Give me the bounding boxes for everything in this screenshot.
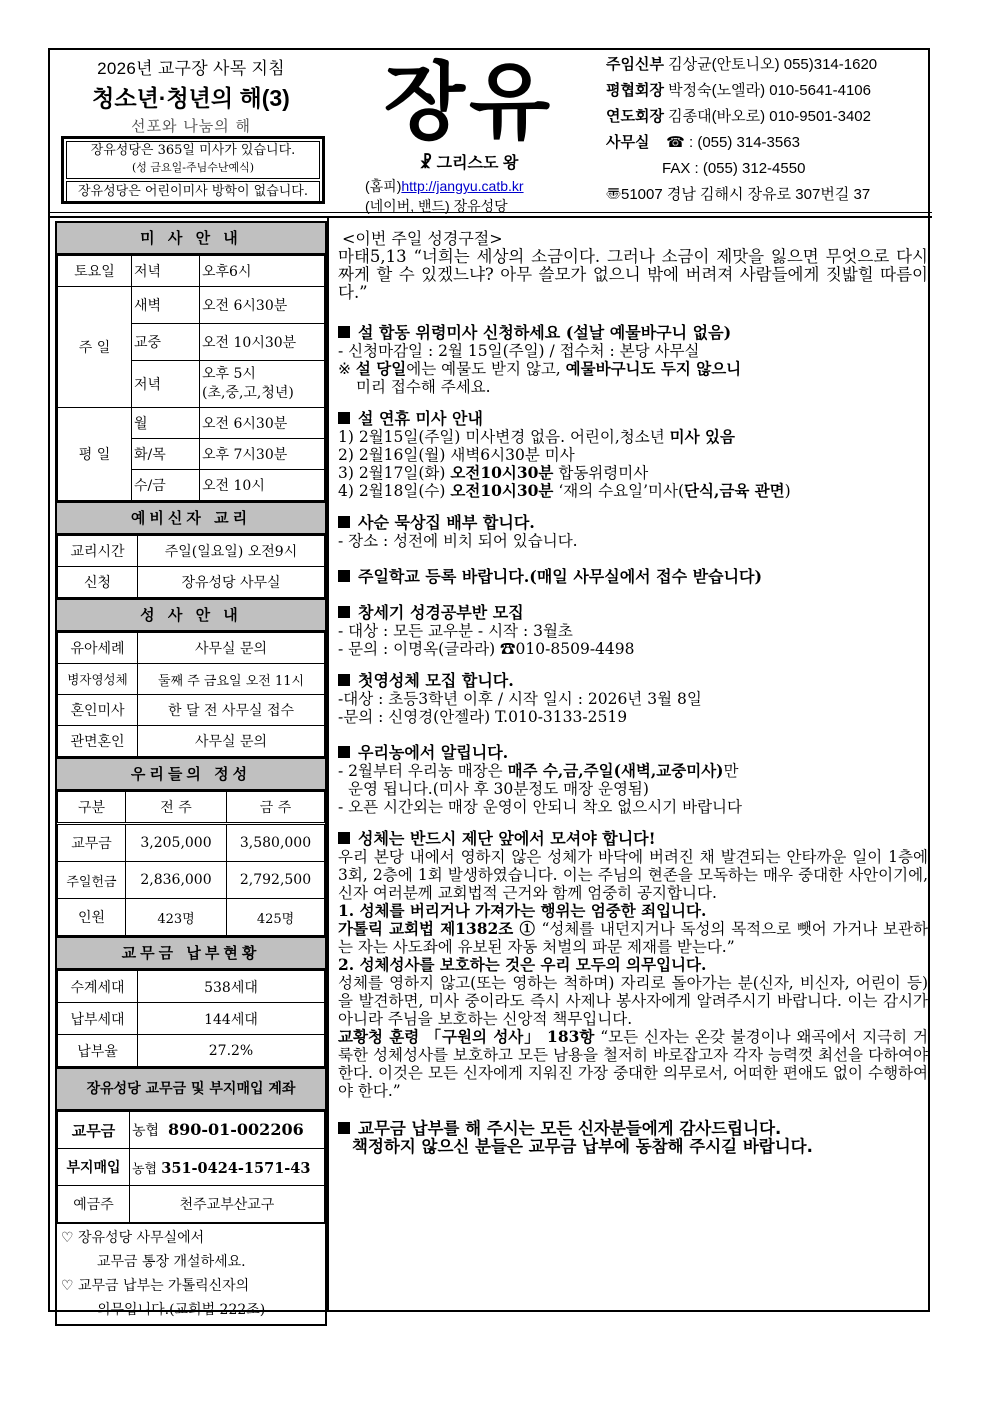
- guideline-year-theme: 청소년·청년의 해(3): [92, 85, 290, 111]
- table-row: [58, 664, 325, 695]
- announcement-eucharist: [338, 830, 928, 1100]
- mass-schedule-table: [57, 255, 325, 501]
- row-label: 혼인미사: [58, 695, 138, 726]
- account-no: 890-01-002206: [167, 1120, 304, 1139]
- bullet-square-icon: [338, 412, 350, 424]
- text: ※: [338, 360, 356, 378]
- homepage-label: (홈피): [365, 178, 402, 194]
- announcement-paragraph: 성체를 영하지 않고(또는 영하는 척하며) 자리로 돌아가는 분(신자, 비신자, 어린이 등)을 발견하면, 미사 중이라도 즉시 사제나 봉사자에게 알려주시기 바랍니다. 이는 감시가 아니라 주님을 보호하는 신앙적 책무입니다.: [338, 974, 928, 1028]
- dues-header: 교무금 납부현황: [57, 936, 325, 970]
- text-bold: 교황청 훈령 「구원의 성사」 183항: [338, 1027, 595, 1046]
- note-line: ♡ 교무금 납부는 가톨릭신자의: [61, 1278, 250, 1294]
- patron-name: 그리스도 왕: [436, 155, 519, 172]
- table-row: [58, 1149, 325, 1186]
- table-row: [58, 287, 325, 324]
- mass-day: 평 일: [58, 408, 132, 501]
- prev-week-value: 423명: [126, 899, 227, 936]
- announcement-paragraph: 우리 본당 내에서 영하지 않은 성체가 바닥에 버려진 채 발견되는 안타까운 일이 1층에 3회, 2층에 1회 발생하였습니다. 이는 주님의 현존을 모독하는 매우 중대한 사안이기에, 신자 여러분께 교회법적 근거와 함께 엄중히 공지합니다.: [338, 848, 928, 902]
- row-label: 수계세대: [58, 971, 138, 1003]
- sns-line: (네이버, 밴드) 장유성당: [365, 198, 508, 214]
- row-label: 신청: [58, 567, 138, 598]
- announcement-title: [338, 1120, 928, 1138]
- column-header: 금 주: [227, 792, 325, 824]
- parish-patron: [340, 150, 598, 173]
- contact-role: 주임신부: [606, 56, 664, 73]
- account-notes: [57, 1223, 325, 1324]
- offering-header: 우리들의 정성: [57, 757, 325, 791]
- row-value: 144세대: [138, 1003, 325, 1035]
- announcement-title: [338, 324, 928, 342]
- contact-value: ☎ : (055) 314-3563: [666, 134, 800, 151]
- row-label: 주일헌금: [58, 862, 126, 899]
- text-bold: 가톨릭 교회법 제1382조 ①: [338, 919, 536, 938]
- mass-day: 토요일: [58, 256, 132, 287]
- mass-day: 주 일: [58, 287, 132, 408]
- contact-role: 평협회장: [606, 82, 664, 99]
- table-row: [58, 695, 325, 726]
- announcement-line: - 문의 : 이명옥(글라라) ☎010-8509-4498: [338, 640, 635, 658]
- title-text: 성체는 반드시 제단 앞에서 모셔야 합니다!: [358, 829, 656, 848]
- announcement-line: -문의 : 신영경(안젤라) T.010-3133-2519: [338, 708, 628, 726]
- bullet-square-icon: [338, 516, 350, 528]
- text: ): [784, 482, 791, 500]
- this-week-value: 3,580,000: [227, 824, 325, 862]
- prev-week-value: 3,205,000: [126, 824, 227, 862]
- bullet-square-icon: [338, 674, 350, 686]
- mass-time: 오전 10시30분: [200, 324, 325, 361]
- table-row: [58, 1035, 325, 1067]
- mass-slot: 저녁: [132, 361, 200, 408]
- announcement-line: 운영 됩니다.(미사 후 30분정도 매장 운영됨): [348, 780, 649, 798]
- bullet-square-icon: [338, 326, 350, 338]
- text-bold: 단식,금육 관면: [684, 481, 785, 500]
- announcement-genesis-study: [338, 604, 928, 658]
- mass-time-note: (초,중,고,청년): [202, 385, 294, 401]
- title-text: 교무금 납부를 해 주시는 모든 신자분들에게 감사드립니다.: [358, 1119, 782, 1138]
- contact-value: 박정숙(노엘라) 010-5641-4106: [668, 82, 871, 99]
- row-label: 예금주: [58, 1186, 130, 1223]
- contact-office-fax: [606, 156, 932, 182]
- announcement-line: -대상 : 초등3학년 이후 / 시작 일시 : 2026년 3월 8일: [338, 690, 702, 708]
- mass-slot: 새벽: [132, 287, 200, 324]
- title-text: 설 연휴 미사 안내: [358, 409, 483, 428]
- offering-table: [57, 791, 325, 936]
- contact-value: 김상균(안토니오) 055)314-1620: [668, 56, 878, 73]
- contact-role: 사무실: [606, 134, 650, 151]
- catechumen-table: [57, 535, 325, 598]
- title-text: 우리농에서 알립니다.: [358, 743, 509, 762]
- announcement-line: - 대상 : 모든 교우분 - 시작 : 3월초: [338, 622, 573, 640]
- announcement-title: [338, 672, 928, 690]
- row-label: 병자영성체: [58, 664, 138, 695]
- announcement-title: [338, 568, 928, 586]
- title-text: 창세기 성경공부반 모집: [358, 603, 524, 622]
- row-value: 538세대: [138, 971, 325, 1003]
- announcement-title: [338, 410, 928, 428]
- table-row: [58, 971, 325, 1003]
- announcement-line: - 신청마감일 : 2월 15일(주일) / 접수처 : 본당 사무실: [338, 342, 700, 360]
- column-header: 구분: [58, 792, 126, 824]
- title-text: 사순 묵상집 배부 합니다.: [358, 513, 535, 532]
- bullet-square-icon: [338, 570, 350, 582]
- notice-children-mass: 장유성당은 어린이미사 방학이 없습니다.: [66, 181, 320, 202]
- text-bold: 매주 수,금,주일(새벽,교중미사): [507, 761, 724, 780]
- sacraments-header: 성 사 안 내: [57, 598, 325, 632]
- announcement-title: [338, 830, 928, 848]
- table-row: [58, 1003, 325, 1035]
- row-value: 주일(일요일) 오전9시: [138, 536, 325, 567]
- mass-slot: 화/목: [132, 439, 200, 470]
- row-label: 관면혼인: [58, 726, 138, 757]
- row-label: 교무금: [58, 1112, 130, 1149]
- homepage-line: [340, 176, 598, 196]
- table-row: [58, 726, 325, 757]
- contact-address: [606, 182, 932, 208]
- bible-verse-block: [338, 230, 928, 302]
- row-label: 부지매입: [58, 1149, 130, 1186]
- text-bold: 오전10시30분: [450, 463, 554, 482]
- bible-verse-title: <이번 주일 성경구절>: [342, 229, 503, 248]
- note-line: 교무금 통장 개설하세요.: [97, 1254, 246, 1270]
- announcement-line: [338, 464, 928, 482]
- announcement-line: - 장소 : 성전에 비치 되어 있습니다.: [338, 532, 578, 550]
- bible-verse-text: 마태5,13 “너희는 세상의 소금이다. 그러나 소금이 제맛을 잃으면 무엇으로 다시 짜게 할 수 있겠느냐? 아무 쓸모가 없으니 밖에 버려져 사람들에게 짓밟힐 따름이다.”: [338, 247, 928, 302]
- bullet-square-icon: [338, 606, 350, 618]
- mass-time: 오전 6시30분: [200, 408, 325, 439]
- announcement-memorial-mass: [338, 324, 928, 396]
- announcement-line: [338, 482, 928, 500]
- announcement-title: [338, 514, 928, 532]
- table-row: [58, 899, 325, 936]
- column-header: 전 주: [126, 792, 227, 824]
- table-row: [58, 824, 325, 862]
- title-text: 첫영성체 모집 합니다.: [358, 671, 514, 690]
- note-line: 의무입니다.(교회법 222조): [97, 1302, 266, 1318]
- mass-slot: 교중: [132, 324, 200, 361]
- table-row: [58, 633, 325, 664]
- announcement-line: 2) 2월16일(월) 새벽6시30분 미사: [338, 446, 575, 464]
- guideline-line1: 2026년 교구장 사목 지침: [97, 59, 285, 78]
- contact-pastor: [606, 52, 932, 78]
- title-text: 주일학교 등록 바랍니다.(매일 사무실에서 접수 받습니다): [358, 567, 763, 586]
- text-bold: 미사 있음: [669, 427, 735, 446]
- text: 합동위령미사: [553, 464, 649, 482]
- mass-slot: 수/금: [132, 470, 200, 501]
- account-holder: 천주교부산교구: [130, 1186, 325, 1223]
- row-value: 둘째 주 금요일 오전 11시: [138, 664, 325, 695]
- announcement-paragraph: [338, 1028, 928, 1100]
- notice-365-sub: (성 금요일-주님수난예식): [131, 161, 255, 174]
- row-value: 사무실 문의: [138, 726, 325, 757]
- announcement-line: [338, 428, 928, 446]
- row-value: 장유성당 사무실: [138, 567, 325, 598]
- text: 4) 2월18일(수): [338, 482, 451, 500]
- contact-yeondo-president: [606, 104, 932, 130]
- bullet-square-icon: [338, 746, 350, 758]
- header-divider: [48, 216, 932, 218]
- sacraments-table: [57, 632, 325, 757]
- row-label: 납부세대: [58, 1003, 138, 1035]
- mass-time: 오전 10시: [200, 470, 325, 501]
- announcement-thanks: [338, 1120, 928, 1156]
- announcement-title: [338, 744, 928, 762]
- account-no: 351-0424-1571-43: [161, 1159, 311, 1177]
- mass-slot: 월: [132, 408, 200, 439]
- announcement-subheading: 2. 성체성사를 보호하는 것은 우리 모두의 의무입니다.: [338, 955, 707, 974]
- announcement-subheading: 1. 성체를 버리거나 가져가는 행위는 엄중한 죄입니다.: [338, 901, 707, 920]
- text-bold: 설 당일: [355, 359, 407, 378]
- this-week-value: 2,792,500: [227, 862, 325, 899]
- text-bold: 오전10시30분: [450, 481, 554, 500]
- row-label: 유아세례: [58, 633, 138, 664]
- announcement-title: [338, 604, 928, 622]
- text: “모든 신자는 온갖 불경이나 왜곡에서 지극히 거룩한 성체성사를 보호하고 모든 남용을 철저히 바로잡고자 각자 능력껏 최선을 다하여야 한다. 이것은 모든 신자에게 지워진 가장 중대한 의무로서, 어떠한 편애도 없이 수행하여야 한다.”: [338, 1028, 928, 1100]
- announcement-first-communion: [338, 672, 928, 726]
- announcement-sunday-school: [338, 568, 928, 586]
- announcement-line: 책정하지 않으신 분들은 교무금 납부에 동참해 주시길 바랍니다.: [352, 1137, 813, 1156]
- dues-table: [57, 970, 325, 1067]
- row-value: 사무실 문의: [138, 633, 325, 664]
- table-row: [58, 1112, 325, 1149]
- notice-365-mass: [66, 141, 320, 179]
- announcement-line: - 오픈 시간외는 매장 운영이 안되니 착오 없으시기 바랍니다: [338, 798, 743, 816]
- row-value: 한 달 전 사무실 접수: [138, 695, 325, 726]
- mass-slot: 저녁: [132, 256, 200, 287]
- accounts-table: [57, 1111, 325, 1223]
- table-row: [58, 567, 325, 598]
- text: “성체를 내던지거나 독성의 목적으로 뺏어 가거나 보관하는 자는 사도좌에 유보된 자동 처벌의 파문 제재를 받는다.”: [338, 920, 928, 956]
- announcement-paragraph: [338, 920, 928, 956]
- text-bold: 예물바구니도 두지 않으니: [565, 359, 742, 378]
- mass-schedule-header: 미 사 안 내: [57, 223, 325, 255]
- row-label: 납부율: [58, 1035, 138, 1067]
- notice-365-text: 장유성당은 365일 미사가 있습니다.: [90, 143, 296, 158]
- table-row: [58, 408, 325, 439]
- contact-value: 〠51007 경남 김해시 장유로 307번길 37: [606, 186, 871, 203]
- mass-time: 오후6시: [200, 256, 325, 287]
- row-label: 교리시간: [58, 536, 138, 567]
- account-number: [130, 1112, 325, 1149]
- chi-rho-icon: ☧: [419, 155, 433, 172]
- column-divider: [327, 217, 329, 1312]
- header-divider: [48, 212, 932, 213]
- text: 에는 예물도 받지 않고,: [406, 360, 566, 378]
- contact-value: FAX : (055) 312-4550: [662, 160, 806, 177]
- announcement-line: 미리 접수해 주세요.: [356, 378, 491, 396]
- bank-name: 농협: [132, 1123, 160, 1139]
- contact-office-phone: [606, 130, 932, 156]
- announcement-urinong: [338, 744, 928, 816]
- text: 1) 2월15일(주일) 미사변경 없음. 어린이,청소년: [338, 428, 670, 446]
- mass-time-main: 오후 5시: [202, 366, 256, 382]
- catechumen-header: 예비신자 교리: [57, 501, 325, 535]
- accounts-header: 장유성당 교무금 및 부지매입 계좌: [57, 1067, 325, 1111]
- bullet-square-icon: [338, 1122, 350, 1134]
- text: - 2월부터 우리농 매장은: [338, 762, 508, 780]
- contact-council-president: [606, 78, 932, 104]
- text: 만: [723, 762, 739, 780]
- mass-time: [200, 361, 325, 408]
- parish-name-title: 장유: [383, 55, 555, 149]
- prev-week-value: 2,836,000: [126, 862, 227, 899]
- contact-value: 김종대(바오로) 010-9501-3402: [668, 108, 871, 125]
- bank-name: 농협: [132, 1161, 158, 1177]
- announcement-lunar-newyear-mass: [338, 410, 928, 500]
- text: ‘재의 수요일’미사(: [553, 482, 684, 500]
- row-label: 교무금: [58, 824, 126, 862]
- table-row: [58, 1186, 325, 1223]
- header-contacts: [606, 52, 932, 212]
- title-text: 설 합동 위령미사 신청하세요 (설날 예물바구니 없음): [358, 323, 732, 342]
- left-info-column: [55, 221, 327, 1326]
- table-row: [58, 536, 325, 567]
- mass-time: 오전 6시30분: [200, 287, 325, 324]
- row-value: 27.2%: [138, 1035, 325, 1067]
- announcement-line: [338, 360, 928, 378]
- homepage-link[interactable]: http://jangyu.catb.kr: [401, 178, 524, 194]
- text: 3) 2월17일(화): [338, 464, 451, 482]
- guideline-subtitle: 선포와 나눔의 해: [131, 117, 251, 135]
- row-label: 인원: [58, 899, 126, 936]
- bullet-square-icon: [338, 832, 350, 844]
- this-week-value: 425명: [227, 899, 325, 936]
- header-title-block: [340, 52, 598, 212]
- mass-time: 오후 7시30분: [200, 439, 325, 470]
- table-header-row: [58, 792, 325, 824]
- mass-notice-box: [61, 136, 325, 204]
- table-row: [58, 862, 325, 899]
- announcement-line: [338, 762, 928, 780]
- contact-role: 연도회장: [606, 108, 664, 125]
- note-line: ♡ 장유성당 사무실에서: [61, 1230, 205, 1246]
- announcements-column: [338, 230, 928, 1156]
- account-number: [130, 1149, 325, 1186]
- announcement-lent-booklet: [338, 514, 928, 550]
- table-row: [58, 256, 325, 287]
